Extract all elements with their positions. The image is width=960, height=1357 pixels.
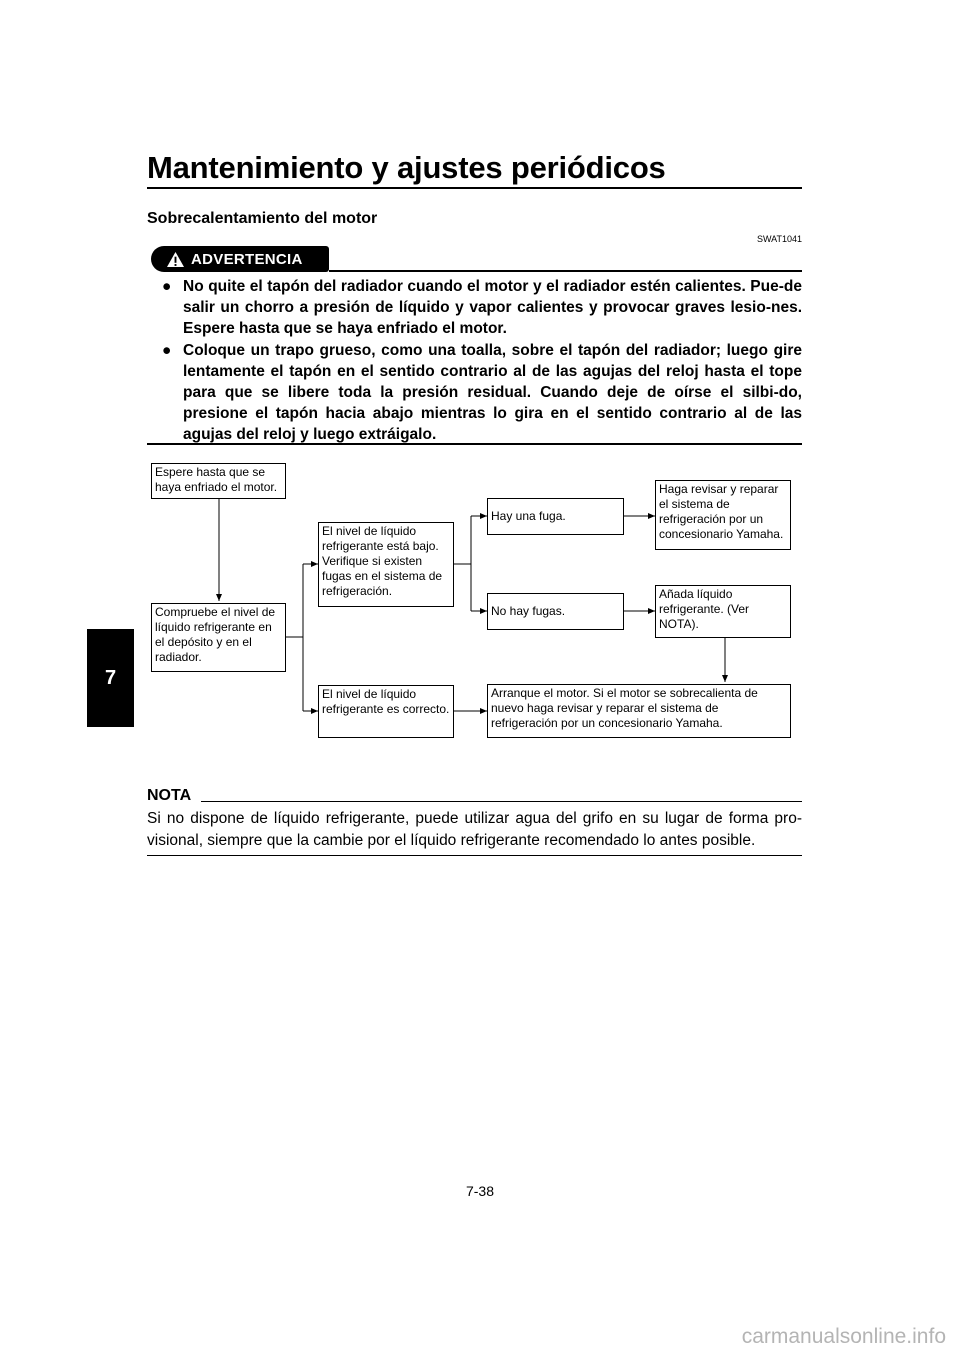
note-bottom-divider	[147, 855, 802, 856]
section-code: SWAT1041	[756, 234, 802, 244]
warning-item-text: No quite el tapón del radiador cuando el motor y el radiador estén calientes. Pue-de salir un chorro a presión de líquido y vapor calientes y provocar graves lesio-nes. Espere hasta que se haya enfriado el motor.	[183, 278, 802, 337]
warning-label: ADVERTENCIA	[191, 250, 303, 268]
page-title: Mantenimiento y ajustes periódicos	[147, 150, 666, 185]
bullet: ●	[162, 278, 172, 295]
warning-item-text: Coloque un trapo grueso, como una toalla, sobre el tapón del radiador; luego gire lentamente el tapón en el sentido contrario al de las agujas del reloj hasta el tope para que se libere toda la presión residual. Cuando deje de oírse el silbi-do, presione el tapón hacia abajo mientras lo gira en el sentido contrario al de las agujas del reloj y luego extráigalo.	[183, 342, 802, 443]
flow-box-leak: Hay una fuga.	[487, 498, 624, 535]
note-heading: NOTA	[147, 787, 192, 804]
section-title: Sobrecalentamiento del motor	[147, 210, 378, 227]
flow-box-level-ok: El nivel de líquido refrigerante es correcto.	[318, 685, 454, 738]
flow-box-level-low: El nivel de líquido refrigerante está bajo. Verifique si existen fugas en el sistema de refrigeración.	[318, 522, 454, 607]
flow-box-wait: Espere hasta que se haya enfriado el motor.	[151, 463, 286, 499]
flow-box-start-engine: Arranque el motor. Si el motor se sobrecalienta de nuevo haga revisar y reparar el sistema de refrigeración por un concesionario Yamaha.	[487, 684, 791, 738]
chapter-tab: 7	[87, 629, 134, 727]
flow-box-add-coolant: Añada líquido refrigerante. (Ver NOTA).	[655, 585, 791, 638]
footer-watermark: carmanualsonline.info	[741, 1325, 946, 1348]
bullet: ●	[162, 342, 172, 359]
note-text: Si no dispone de líquido refrigerante, puede utilizar agua del grifo en su lugar de forma pro-visional, siempre que la cambie por el líquido refrigerante recomendado lo antes posible.	[147, 810, 802, 849]
flow-box-no-leak: No hay fugas.	[487, 593, 624, 630]
note-top-divider	[201, 801, 802, 802]
flow-box-check-level: Compruebe el nivel de líquido refrigerante en el depósito y en el radiador.	[151, 603, 286, 672]
page-number: 7-38	[465, 1183, 495, 1199]
flow-box-repair: Haga revisar y reparar el sistema de refrigeración por un concesionario Yamaha.	[655, 480, 791, 550]
